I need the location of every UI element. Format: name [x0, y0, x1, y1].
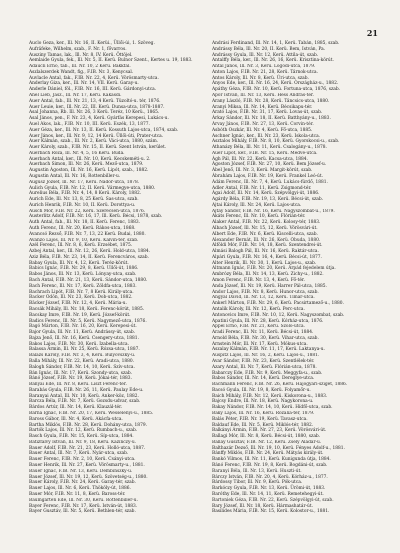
- directory-entry: Azbej Antal, ker., Ill. Nr. 12, 26, Kerü. Hold-utca, 1884.: [29, 249, 150, 255]
- directory-entry: Badics Ferenc, Ill. Nr. 5, Kerü. Nagymező-utca, 1876.: [29, 318, 147, 324]
- directory-entry: Balassa Ármin, Ill. Nr. 25, Kerü. Rózsa-utca, 1887.: [29, 347, 140, 353]
- directory-entry: Backer Ödön, Ill. Nr. 23, Kerü. Dob-utca, 1882.: [29, 295, 133, 301]
- directory-entry: Auerbach Antal, ker., Ill. Nr. 10, Kerü. Kecskeméti-u. 2.: [29, 156, 151, 162]
- directory-entry: Bartók Lajos, Ill. Nr. 12, Kerü. Rumbach-u., szab.: [29, 428, 138, 434]
- directory-entry: Aschner Ignác, ker., Ill. Nr. 23, Kerü. Iskola-utca.: [212, 133, 321, 139]
- directory-entry: Bauer Henrik, Ill. Nr. 27, Kerü. Vörösmarty-u., 1881.: [29, 463, 145, 469]
- directory-entry: Bauer Lajos, Ill. Nr. 6, Kerü. Thököly-út, 1886.: [29, 486, 131, 492]
- directory-entry: Ballay Gusztáv, F.IB. Nr. 12, Kerü. Zsély Aladár-u.: [212, 439, 322, 445]
- directory-entry: Augusz József, Ill. Nr. 17, Kerü. Nádor-utca, 1878.: [29, 179, 140, 185]
- directory-entry: Aurelius Béla, F.IB. Nr. 4, 14, 8 Kerü. Károly, 1882.: [29, 191, 142, 197]
- directory-entry: Antalik Károly, Ill. Nr. 12, Kerü. Perc-utca.: [212, 306, 305, 312]
- directory-entry: Balázs Károly, F.IB. Nr. 3, 4, Kerü. Bulyovszky-u.: [29, 353, 136, 359]
- directory-entry: Andor Lajos, F.IB. Nr. 8, Kerü. Hunor-utca, szab.: [212, 289, 319, 295]
- directory-entry: Bánó Ferenc, F.IB. Nr. 19, 8, Kerü. Bogdáni-út, szab.: [212, 463, 328, 469]
- directory-entry: Aurich Ede, Ill. Nr. 13, 8, 25 Kerü. Sas-utca, szab.: [29, 197, 139, 203]
- directory-entry: Bajza Jenő, Ill. Nr. 16, Kerü. Csengery-utca, 1881.: [29, 335, 139, 341]
- directory-entry: Baranyi Béla, Ill. Nr. 13, Kerü. Huszti-út.: [212, 468, 302, 474]
- directory-entry: Balthazár Dezső, Ill. Nr. 19, 10, Kerü. Fényes Adolf-u., 1881.: [212, 445, 345, 451]
- directory-entry: Apatini Gyula, Ill. Nr. 28, Kerü. Kórház-utca, 1876.: [212, 318, 324, 324]
- directory-entry: Agárdy Béla, F.IB. Nr. 19, 13, Kerü. Bécsi-út, szab.: [212, 197, 324, 203]
- directory-entry: Auel Ákos, lak., F.IB. Nr. 10, III. Kerü. Eszék, 13, 1877.: [29, 121, 150, 127]
- directory-entry: Babay Gyula, Ill. Nr. 4, 12, Kerü. Teréz-körút.: [29, 260, 129, 266]
- directory-entry: Bacskay Imre, F.IB. Nr. 19, Kerü. József-körút.: [29, 312, 131, 318]
- directory-entry: Balogh Sándor, F.IB. Nr. 14, 10, Kerü. Szív-utca.: [29, 364, 135, 370]
- directory-entry: Avanzo Lajos, Ill. Nr. 9, 10, Kerü. Kálvin-tér, szab.: [29, 237, 139, 243]
- directory-entry: Ajtai Károly, Ill. Nr. 24, Kerü. Lajos-utca.: [212, 202, 302, 208]
- directory-entry: Bán Ignác, Ill. Nr. 17, Kerü. Szondy-utca, szab.: [29, 370, 133, 376]
- directory-entry: Auerbach Róza, Ill. Nr. 4, 5, 16 Kerü. Buda.: [29, 150, 125, 156]
- directory-entry: Arany László, F.IB. Nr. 28, Kerü. Táncsics-utca, 1880.: [212, 98, 330, 104]
- directory-entry: Aziz Béla, F.IB. Nr. 23, 14, II. Kerü. Ferencváros, szab.: [29, 254, 149, 260]
- directory-entry: Auvlacle Antal, fak., F.IB. Nr. 22, 4, Kerü. Vörösmarty-utca.: [29, 75, 159, 81]
- directory-entry: Aszlalszerdek Wandt, fig., F.IB. Nr. 3, Kenycsal.: [29, 69, 134, 75]
- directory-entry: Aurich Henrik, F.IB. Nr. 10, II. Kerü. Dorottya-u.: [29, 202, 136, 208]
- directory-entry: Bartha Miklós, F.IB. Nr. 28, Kerü. Dohány-utca, 1879.: [29, 422, 147, 428]
- directory-entry: Bakos Lajos, F.IB. Nr. 30, Kerü. Izabella-utca.: [29, 341, 129, 347]
- directory-entry: Ábrahám Lajos, F.IB. Nr. 19, Kerü. Frankel Leó-út.: [212, 173, 323, 179]
- directory-entry: Angyal Dávid, Ill. Nr. 13, 12, Kerü. Tímár-utca.: [212, 295, 315, 301]
- directory-entry: Azél Ferenc, Ill. Nr. 8, 6, Kerü. Erzsébet, 1875.: [29, 243, 133, 249]
- directory-entry: Bauer Károly, F.IB. Nr. 24, Kerü. Garay-tér, szab.: [29, 480, 136, 486]
- directory-entry: Avancsó Rezső, F.IB. Nr. 7, 13, 22 Kerü. Budai, 1880.: [29, 231, 146, 237]
- directory-entry: Asal Johanna, Rb. Ill. Nr. 26, 3 Kerü. Teréz, 10 Kerü., 1865.: [29, 110, 160, 116]
- directory-entry: Baross Gábor, Ill. Nr. 4, Kerü. Akácfa-utca.: [29, 416, 123, 422]
- directory-entry: Avar Sándor, F.IB. Nr. 23, Kerü. Szentlélek-tér.: [212, 358, 315, 364]
- directory-entry: Auth Antal, fab., Ill. Nr. 18, II. Kerü. Ferenc, 1883.: [29, 220, 141, 226]
- directory-entry: Amon Ferenc, F.IB. Nr. 13, 4, Kerü. Fő-tér.: [212, 278, 305, 284]
- directory-entry: Basch Gyula, F.IB. Nr. 15, Kerü. Síp-utca, 1884.: [29, 434, 134, 440]
- directory-entry: Bauer Antal, Ill. Nr. 7, Kerü. Nyár-utca, szab.: [29, 451, 129, 457]
- directory-entry: Bary József, Ill. Nr. 18, Kerü. Hármashatár-út.: [212, 503, 313, 509]
- directory-entry: Auer Kálmán, szab., Ill. Nr. 2, Kerü. Váci-utca, 1880, szám.: [29, 139, 159, 145]
- left-column: [29, 41, 207, 515]
- right-column: [212, 41, 390, 515]
- directory-entry: Antos Károly, Ill. Nr. 8, Kerü. Úri-utca, szab.: [212, 75, 309, 81]
- directory-entry: Ajtay Sándor, F.IB. Nr. 16, Kerü. Nagyszombat-u., 1879.: [212, 208, 335, 214]
- directory-entry: Bankó Vilmos, Ill. Nr. 11, Kerü. Kunigunda útja, 1884.: [212, 457, 331, 463]
- directory-entry: Arató Lajos, F.IB. Nr. 31, 17, Kerü. Lovas-út, szab.: [212, 110, 323, 116]
- directory-entry: Ábel Jenő, Ill. Nr. 3, Kerü. Margit-körút, szab.: [212, 168, 313, 174]
- directory-entry: Aemlaide Gyula, fek., Ill. Nr. 5, II. Kerü. Bulnor Szent., Kertes u. 19, 1883.: [29, 58, 193, 64]
- directory-entry: Auer Károly, szab., F.IB. Nr. 15, II. Kerü. Szent István, kerület.: [29, 145, 167, 151]
- directory-entry: Auclo Geza, ker., Ill. Nr. 16, II. Kerüi., Üllői-úi, 1. Szöveg.: [29, 41, 155, 46]
- directory-entry: Bányai Ede, Ill. Nr. 8, Kerü. Liszt Ferenc-tér.: [29, 382, 127, 388]
- directory-entry: Bárdos Artúr, Ill. Nr. 14, Kerü. Klauzál-tér.: [29, 405, 123, 411]
- directory-entry: Árkay Sándor, Ill. Nr. 18, II. Kerü. Batthyány-u., 1883.: [212, 116, 331, 122]
- directory-entry: Barcza Béla, F.IB. Nr. 7, Kerü. Gozsdu-udvar, szab.: [29, 399, 141, 405]
- directory-entry: Andrási Ferdinand, Ill. Nr. 14, 1, Kerü. Tabán, 1885, szab.: [212, 41, 340, 46]
- directory-entry: Appel Ernő, F.IB. Nr. 21, Kerü. Szőlő-utca.: [212, 324, 305, 330]
- directory-entry: Bakay Nándor, F.IB. Nr. 14, 10, Kerü. Hídfő-utca, szab.: [212, 405, 333, 411]
- directory-entry: Andrássy Gyula, Ill. Nr. 12, Kerü. Attila-út, szab.: [212, 52, 319, 58]
- directory-entry: Antal János, Ill. Nr. 3, Kerü. Logodi-utca, 1879.: [212, 64, 316, 70]
- directory-entry: Anderle Dániel, föl., F.IB. Nr. 16, III. Kerü. Gárdonyi-utca.: [29, 87, 157, 93]
- directory-entry: Aulich Gyula, F.IB. Nr. 12, II. Kerü. Vármegye-utca, 1880.: [29, 185, 156, 191]
- directory-entry: Bajcsy Endre, Ill. Nr. 18, Kerü. Nagykorona-u.: [212, 399, 314, 405]
- directory-entry: Bauer Ignác, F.IB. Nr. 13, Kerü. Dembinszky-u.: [29, 468, 133, 474]
- directory-entry: Auth Ferenc, Ill. Nr. 20, Kerü. Rákos-utca, 1868.: [29, 226, 136, 231]
- directory-entry: Bach Antal, F.IB. Nr. 21, 13, Kerü. Sándor-utca, 1880.: [29, 278, 148, 284]
- page-number: 21: [366, 28, 378, 38]
- directory-entry: Aradi Ferenc, Ill. Nr. 11, Kerü. Bécsi-út, 1884.: [212, 330, 314, 336]
- directory-entry: Bacsó Gyula, Ill. Nr. 19, 8, Kerü. Folyamőr-u.: [212, 387, 311, 393]
- directory-entry: Alexander Bernát, Ill. Nr. 26, Kerü. Óbuda, 1880.: [212, 237, 321, 243]
- directory-entry: Ballagi Mór, Ill. Nr. 8, Kerü. Bécsi-út, 1880, szab.: [212, 434, 321, 440]
- directory-entry: Auer János, ker., Ill. Nr. 9, 12, 14 Kerü. Üllői-úti, Prater-utca.: [29, 133, 164, 139]
- directory-entry: Árvay János, F.IB. Nr. 27, 13, Kerü. Corvin-tér.: [212, 121, 314, 127]
- directory-entry: Bäcker József, F.IB. Nr. 12, 4, Kerü. Mária-u.: [29, 301, 127, 307]
- directory-entry: Anel Lieb, Jasz., Ill. Nr. 17, Kerü. Kakasdi.: [29, 93, 122, 99]
- directory-entry: Alaker Antal, F.IB. Nr. 22, Kerü. Kolosy-tér, 1883.: [212, 220, 321, 226]
- directory-entry: Alföldi Mór, F.IB. Nr. 14, 18, Kerü. Szentendrei-út.: [212, 243, 323, 249]
- directory-entry: Baldauf Ede, Ill. Nr. 5, Kerü. Miklós-tér, 1882.: [212, 422, 314, 428]
- directory-entry: Alter Henrik, Ill. Nr. 30, 1, Kerü. Lajos-u., szab.: [212, 260, 317, 266]
- directory-entry: Aranyi Miksa, Ill. Nr. 14, Kerü. Bécsikapu-tér.: [212, 104, 313, 110]
- directory-entry: Augustin Ágoston, Ill. Nr. 16, Kerü. Lipót, szab., 1882.: [29, 168, 149, 174]
- directory-entry: Austerlitz Adolf, F.IB. Nr. 16, 17, Ill. Kerü. Bécsi, 1878, szab.: [29, 214, 163, 220]
- directory-entry: Balla Mihály, Ill. Nr. 22, Kerü. Aradi-utca, 1880.: [29, 358, 135, 364]
- directory-entry: Aszalay Kálmán, F.IB. Nr. 11, 17, Kerü. Laktanya-u.: [212, 347, 325, 353]
- directory-entry: Ányos Ede, ker., Ill. Nr. 16, 24, Kerü. Országház-u., 1882.: [212, 81, 339, 87]
- directory-entry: Auer Lipót, ker., F.IB. Nr. 15, Kerü. Medve-utca.: [212, 150, 318, 156]
- directory-entry: Auer Géza, ker., Ill. Nr. 13, II. Kerü. Kossuth Lajos-utca, 1874, szab.: [29, 127, 179, 133]
- directory-entry: Arnstein Mór, Ill. Nr. 17, Kerü. Mókus-utca.: [212, 341, 308, 347]
- directory-entry: Ausziny Tamas, lak., Ill. Nr. 8, IV. Kerü. Öttöjel.: [29, 52, 133, 58]
- directory-entry: Baranyai Antal, Ill. Nr. 10, Kerü. Anker-köz, 1882.: [29, 393, 139, 399]
- directory-entry: Barabás Gyula, F.IB. Nr. 26, 11, Kerü. Paulay Ede-u.: [29, 387, 144, 393]
- directory-entry: Bauer Mór, F.IB. Nr. 11, 8, Kerü. Baross-tér.: [29, 491, 126, 497]
- directory-entry: Ágh Pál, Ill. Nr. 22, Kerü. Kacsa-utca, 1884.: [212, 156, 308, 162]
- directory-entry: Babarczy Ede, F.IB. Nr. 9, Kerü. Meggyfa-u., szab.: [212, 370, 323, 376]
- directory-entry: Bayer Gusztáv, Ill. Nr. 5, Kerü. Bethlen-tér, szab.: [29, 509, 136, 515]
- directory-entry: Bauer Adolf, F.IB. Nr. 21, 23, Kerü. Holló-utca, 1887.: [29, 445, 146, 451]
- directory-entry: Balkányi Ármin, F.IB. Nr. 27, 23, Kerü. Vörösvári-út.: [212, 428, 327, 434]
- directory-entry: Auer Antal, fab., Ill. Nr. 21, 13, 4 Kerü. Tüzoltó-u. tér, 1876.: [29, 98, 161, 104]
- directory-entry: Baich Mihály, F.IB. Nr. 12, Kerü. Kiskorona-u., 1883.: [212, 393, 328, 399]
- directory-entry: Auer Leuie, ker., Ill. Nr. 22, III. Kerü. Dunsa-utca, 1878-1887.: [29, 104, 165, 110]
- directory-entry: Akáts Ferenc, Ill. Nr. 10, Kerü. Flórián-tér.: [212, 214, 306, 220]
- directory-entry: Bachrach Lipót, F.IB. Nr. 7, 8 Kerü. Király-utca.: [29, 289, 134, 295]
- directory-entry: Barna Ignác, F.IB. Nr. 20, 17, Kerü. Wesselényi-u., 1885.: [29, 411, 154, 416]
- directory-entry: Ausch Mór, F.IB. Nr. 22, Kerü. Szerecsen-utca, 1876.: [29, 208, 146, 214]
- directory-entry: Basilides Mária, F.IB. Nr. 15, Kerü. Kolostor-u., 1881.: [212, 509, 330, 515]
- directory-entry: Alpári Gyula, F.IB. Nr. 16, 4, Kerü. Bécsi-út, 1877.: [212, 254, 322, 260]
- directory-entry: Bajor Gyula, Ill. Nr. 11, Kerü. Andrássy-út, szab.: [29, 330, 136, 336]
- directory-entry: Antonovics Imre, F.IB. Nr. 10, 12, Kerü. Nagyszombat, szab.: [212, 312, 345, 318]
- directory-entry: Bánffy Miklós, F.IB. Nr. 24, Kerü. Mátyás király-út.: [212, 451, 324, 457]
- directory-entry: Babos János, Ill. Nr. 13, Kerü. Lónyay-utca, szab.: [29, 272, 137, 278]
- directory-entry: Andrássy Béla, Ill. Nr. 20, II. Kerü. Bem, István, Pa.: [212, 46, 326, 52]
- directory-entry: Anderlay Giza, ker., Ill. Nr. 14, VII. Kerü. Garay-u.: [29, 81, 139, 87]
- directory-entry: Bauer Ferenc, F.IB. Nr. 2, 10, Kerü. Csányi-utca.: [29, 457, 136, 463]
- directory-entry: Auspitz Lajos, Ill. Nr. 16, 2, Kerü. Lajos-u., 1881.: [212, 353, 320, 359]
- directory-entry: Bacsák Mihály, Ill. Nr. 18, Kerü. Ferenc-körút, 1885.: [29, 306, 145, 312]
- directory-entry: Baumgarten Ede, Ill. Nr. 30, Kerü. Rottenbiller-u.: [29, 497, 138, 503]
- directory-entry: Babos Sándor, Ill. Nr. 14, Kerü. Dereglye-utca.: [212, 376, 315, 382]
- directory-entry: Bach Ferenc, Ill. Nr. 17, Kerü. Zöldfa-utca, 1883.: [29, 283, 137, 289]
- directory-entry: Barkóczy Gyula, F.IB. Nr. 13, Kerü. Ürömi-út, 1883.: [212, 486, 326, 492]
- directory-entry: Baróthy Ede, Ill. Nr. 14, 11, Kerü. Remetehegyi-út.: [212, 491, 324, 497]
- directory-entry: Bauer József, Ill. Nr. 19, 12, Kerü. Szövetség-u., 1880.: [29, 474, 148, 480]
- directory-entry: Albach József, Ill. Nr. 15, 12, Kerü. Vörösvári-út.: [212, 226, 318, 231]
- directory-entry: Asal János, pen., F. Nr. 23, 4, Kerü. Gyárfás Kerepesi, Lukács-u.: [29, 116, 169, 122]
- directory-entry: Augustin Antal, Ill. Nr. 16, Rottenbiller-u.: [29, 173, 121, 179]
- directory-entry: Apáthy Géza, F.IB. Nr. 10, Kerü. Fortuna-utca, 1876, szab.: [212, 87, 341, 93]
- directory-entry: Batizfalvy István, Ill. Nr. 9, 18, Kerü. Kazinczy-u.: [29, 439, 137, 445]
- directory-entry: Asbóth Oszkár, Ill. Nr. 4, Kerü. Fő-utca, 1885.: [212, 127, 313, 133]
- directory-entry: Ádám Ferenc, Ill. Nr. 7, 4, Kerü. Lukács-fürdő, 1881.: [212, 179, 328, 185]
- directory-entry: Asztalos Mihály, F.IB. Nr. 8, 10, Kerü. Gyorskocsi-u., szab.: [212, 139, 340, 145]
- directory-entry: Apor István, Ill. Nr. 13, Kerü. Hess András-tér.: [212, 93, 314, 99]
- directory-entry: Babics Ignác, F.IB. Nr. 29, 8, Kerü. Üllői-út, 1886.: [29, 266, 139, 272]
- directory-entry: Bánó József, F.IB. Nr. 19, Kerü. Jókai-tér, 1883.: [29, 376, 132, 382]
- directory-entry: Arnold Béla, F.IB. Nr. 30, Kerü. Vihar-utca, szab.: [212, 335, 319, 341]
- directory-entry: Adler Antal, F.IB. Nr. 11, Kerü. Zsigmond-tér.: [212, 185, 312, 191]
- directory-entry: Aufräfeke, Wilhelm, szab., F. Nr. 1, fővarros.: [29, 46, 127, 52]
- directory-entry: Bartoniek Géza, F.IB. Nr. 22, Kerü. Szépvölgyi-út, szab.: [212, 497, 334, 503]
- directory-entry: Ankerl Márton, F.IB. Nr. 29, 6, Kerü. Pacsirtamező-u., 1880.: [212, 301, 344, 307]
- directory-entry: Auerbach Simon, Ill. Nr. 26, Kerü. Mező-utca, 1879.: [29, 162, 144, 168]
- directory-entry: Antalffy Béla, ker., Ill. Nr. 26, 16, Kerü. Krisztina-körút.: [212, 58, 334, 64]
- directory-entry: Bárdossy Tibor, Ill. Nr. 9, Kerü. Pók-utca.: [212, 480, 303, 486]
- directory-entry: Ágai Adolf, Ill. Nr. 14, Kerü. Szépvölgyi-út, 1886.: [212, 191, 320, 197]
- directory-entry: Albert Ede, F.IB. Nr. 6, Kerü. Kiscelli-utca, szab.: [212, 231, 318, 237]
- directory-entry: Ambrózy Béla, Ill. Nr. 14, 13, Kerü. Zichy-u., 1882.: [212, 272, 324, 278]
- directory-entry: Bayer Ferenc, F.IB. Nr. 17, Kerü. István-út, 1883.: [29, 503, 138, 509]
- directory-entry: Bagó Márton, F.IB. Nr. 16, 20, Kerü. Kerepesi-út.: [29, 324, 137, 330]
- directory-entry: Baky Lajos, Ill. Nr. 16, Kerü. Rozália-tér, 1879.: [212, 411, 315, 416]
- directory-entry: Azary Antal, Ill. Nr. 7, Kerü. Flórián-utca, 1878.: [212, 364, 317, 370]
- directory-entry: Athanázy Béla, Ill. Nr. 11, Kerü. Csalogány-u., 1878.: [212, 145, 327, 151]
- directory-entry: Altmann Ignác, F.IB. Nr. 20, Kerü. Árpád fejedelem útja.: [212, 266, 336, 272]
- directory-entry: Balás Péter, F.IB. Nr. 19, Kerü. Tavasz-utca.: [212, 416, 308, 422]
- directory-entry: Anton Lajos, F.IB. Nr. 21, 28, Kerü. Tárnok-utca.: [212, 69, 318, 75]
- directory-entry: Almási Balogh Pál, Ill. Nr. 16, Kerü. Raktár-utca.: [212, 249, 319, 255]
- directory-entry: Bachmann Ferenc, F.IB. Nr. 26, Kerü. Hajógyári-sziget, 1886.: [212, 382, 348, 388]
- directory-entry: Bárczy István, F.IB. Nr. 20, 4, Kerü. Kórház-u., 1877.: [212, 474, 328, 480]
- directory-entry: Adaucli Ernő, tab., Ill. Nr. 10, 2 Kerü. Bákkfal.: [29, 64, 131, 70]
- directory-entry: Anda József, Ill. Nr. 19, Kerü. Harrer Pál-utca, 1885.: [212, 283, 327, 289]
- directory-entry: Ágoston József, F.IB. Nr. 27, 10, Kerü. Bem József-u.: [212, 162, 327, 168]
